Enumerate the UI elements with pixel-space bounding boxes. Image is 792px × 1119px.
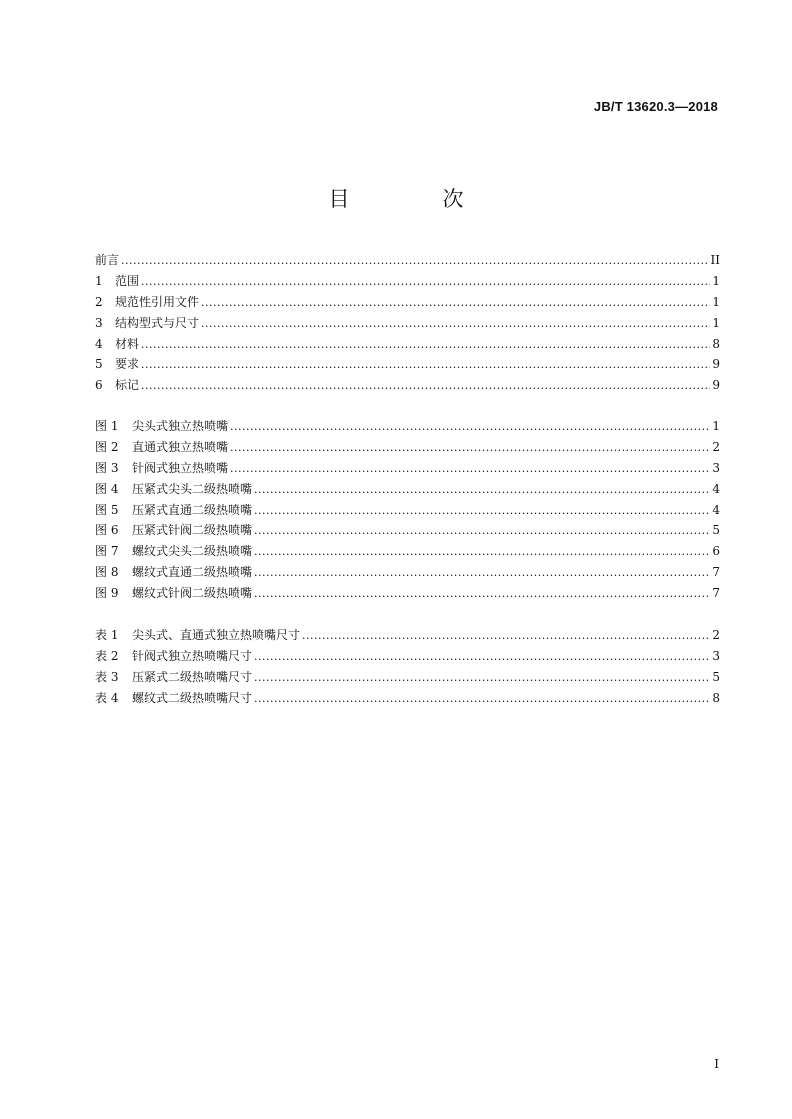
dot-leader	[141, 355, 710, 376]
toc-entry-number: 4	[95, 336, 103, 351]
toc-entry-label: 规范性引用文件	[115, 294, 200, 309]
standard-code: JB/T 13620.3—2018	[593, 99, 718, 114]
dot-leader	[254, 521, 710, 542]
toc-table-entry[interactable]	[95, 646, 720, 667]
dot-leader	[254, 584, 710, 605]
toc-figure-entry[interactable]	[95, 583, 720, 604]
toc-figure-entry[interactable]	[95, 520, 720, 541]
toc-sections	[95, 250, 720, 396]
toc-entry-label: 螺纹式尖头二级热喷嘴	[132, 544, 253, 559]
toc-section-entry[interactable]	[95, 292, 720, 313]
toc-entry-label: 前言	[95, 253, 120, 267]
toc-entry-page: 2	[712, 439, 720, 454]
toc-entry-label: 压紧式尖头二级热喷嘴	[132, 481, 253, 496]
toc-entry-label: 要求	[115, 357, 140, 372]
dot-leader	[141, 272, 710, 293]
toc-entry-page: 8	[712, 690, 720, 705]
dot-leader	[254, 563, 710, 584]
toc-entry-number: 图 5	[95, 502, 119, 517]
toc-entry-label: 针阀式独立热喷嘴尺寸	[132, 648, 253, 663]
toc-figure-entry[interactable]	[95, 458, 720, 479]
toc-entry-label: 尖头式独立热喷嘴	[132, 419, 229, 433]
toc-entry-page: 1	[712, 315, 720, 330]
dot-leader	[254, 501, 710, 522]
toc-entry-number: 图 3	[95, 460, 119, 475]
dot-leader	[201, 314, 710, 335]
toc-entry-number: 5	[95, 357, 103, 372]
toc-entry-label: 针阀式独立热喷嘴	[132, 460, 229, 475]
toc-entry-page: 1	[712, 419, 720, 433]
toc-entry-page: 8	[712, 336, 720, 351]
toc-entry-page: 4	[712, 481, 720, 496]
toc-entry-label: 直通式独立热喷嘴	[132, 439, 229, 454]
toc-table-entry[interactable]	[95, 667, 720, 688]
toc-entry-page: 9	[712, 357, 720, 372]
toc-entry-label: 螺纹式二级热喷嘴尺寸	[132, 690, 253, 705]
toc-entry-number: 图 7	[95, 544, 119, 559]
toc-entry-page: 3	[712, 648, 720, 663]
toc-entry-number: 表 3	[95, 669, 119, 684]
toc-entry-page: 6	[712, 544, 720, 559]
toc-section-entry[interactable]	[95, 250, 720, 271]
toc-figure-entry[interactable]	[95, 437, 720, 458]
toc-entry-number: 图 8	[95, 565, 119, 580]
toc-figure-entry[interactable]	[95, 500, 720, 521]
dot-leader	[230, 459, 710, 480]
toc-entry-number: 表 1	[95, 628, 119, 642]
toc-entry-page: 5	[712, 669, 720, 684]
toc-entry-number: 表 2	[95, 648, 119, 663]
toc-entry-label: 压紧式针阀二级热喷嘴	[132, 523, 253, 538]
toc-entry-label: 材料	[115, 336, 140, 351]
toc-entry-number: 2	[95, 294, 103, 309]
toc-tables	[95, 625, 720, 709]
dot-leader	[254, 668, 710, 689]
toc-entry-page: 5	[712, 523, 720, 538]
toc-entry-page: 2	[712, 628, 720, 642]
toc-table-entry[interactable]	[95, 688, 720, 709]
toc-entry-page: 9	[712, 378, 720, 393]
page-title: 目 次	[328, 187, 500, 211]
toc-entry-label: 结构型式与尺寸	[115, 315, 200, 330]
toc-entry-number: 图 4	[95, 481, 119, 496]
toc-entry-label: 螺纹式直通二级热喷嘴	[132, 565, 253, 580]
toc-entry-number: 图 1	[95, 419, 119, 433]
toc-section-entry[interactable]	[95, 313, 720, 334]
dot-leader	[254, 647, 710, 668]
dot-leader	[121, 251, 709, 272]
dot-leader	[141, 335, 710, 356]
dot-leader	[141, 376, 710, 397]
dot-leader	[230, 438, 710, 459]
toc-figure-entry[interactable]	[95, 416, 720, 437]
toc-figures	[95, 416, 720, 604]
dot-leader	[254, 480, 710, 501]
toc-entry-page: 3	[712, 460, 720, 475]
toc-section-entry[interactable]	[95, 334, 720, 355]
toc-entry-label: 螺纹式针阀二级热喷嘴	[132, 586, 253, 601]
toc-entry-number: 图 2	[95, 439, 119, 454]
dot-leader	[230, 417, 710, 438]
toc-entry-page: 1	[712, 273, 720, 288]
footer-page-number: I	[714, 1057, 719, 1071]
toc-entry-number: 6	[95, 378, 103, 393]
toc-entry-label: 标记	[115, 378, 140, 393]
toc-section-entry[interactable]	[95, 354, 720, 375]
toc-entry-number: 图 9	[95, 586, 119, 601]
toc-entry-number: 3	[95, 315, 103, 330]
toc-figure-entry[interactable]	[95, 541, 720, 562]
dot-leader	[302, 626, 710, 647]
toc-figure-entry[interactable]	[95, 479, 720, 500]
toc-section-entry[interactable]	[95, 271, 720, 292]
toc-entry-label: 范围	[115, 273, 140, 288]
toc-entry-page: II	[710, 253, 720, 267]
toc-entry-label: 压紧式二级热喷嘴尺寸	[132, 669, 253, 684]
dot-leader	[254, 542, 710, 563]
toc-entry-page: 7	[712, 586, 720, 601]
toc-entry-label: 压紧式直通二级热喷嘴	[132, 502, 253, 517]
toc-table-entry[interactable]	[95, 625, 720, 646]
toc-entry-page: 1	[712, 294, 720, 309]
toc-entry-number: 表 4	[95, 690, 119, 705]
toc-figure-entry[interactable]	[95, 562, 720, 583]
toc-entry-label: 尖头式、直通式独立热喷嘴尺寸	[132, 628, 301, 642]
toc-entry-number: 1	[95, 273, 103, 288]
toc-section-entry[interactable]	[95, 375, 720, 396]
toc-entry-number: 图 6	[95, 523, 119, 538]
dot-leader	[201, 293, 710, 314]
toc-entry-page: 7	[712, 565, 720, 580]
dot-leader	[254, 689, 710, 710]
toc-entry-page: 4	[712, 502, 720, 517]
